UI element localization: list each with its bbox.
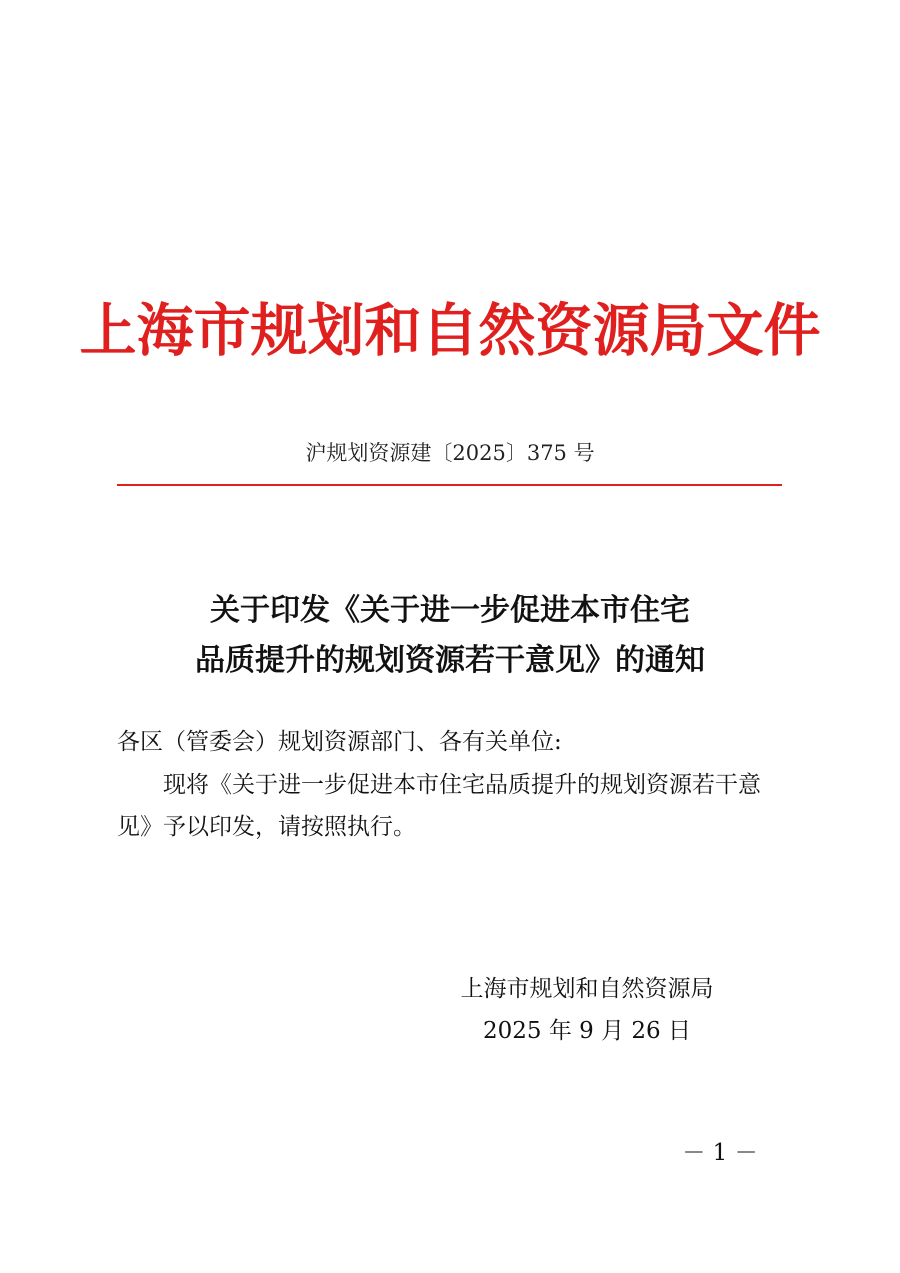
document-title-line-2: 品质提升的规划资源若干意见》的通知 xyxy=(195,643,705,678)
document-number: 沪规划资源建〔2025〕375 号 xyxy=(305,441,595,465)
document-title xyxy=(0,586,900,686)
signature-date: 2025 年 9 月 26 日 xyxy=(483,1018,691,1044)
body-line-1: 现将《关于进一步促进本市住宅品质提升的规划资源若干意 xyxy=(163,772,761,798)
addressee-line: 各区（管委会）规划资源部门、各有关单位: xyxy=(117,729,562,755)
body-paragraph xyxy=(117,764,785,848)
red-separator-line xyxy=(117,484,782,486)
page-number: － 1 － xyxy=(682,1140,758,1166)
signature-block xyxy=(452,968,722,1052)
signature-issuer: 上海市规划和自然资源局 xyxy=(460,976,714,1002)
document-title-line-1: 关于印发《关于进一步促进本市住宅 xyxy=(210,593,690,628)
body-line-2: 见》予以印发，请按照执行。 xyxy=(117,814,416,840)
issuer-masthead: 上海市规划和自然资源局文件 xyxy=(79,297,821,364)
